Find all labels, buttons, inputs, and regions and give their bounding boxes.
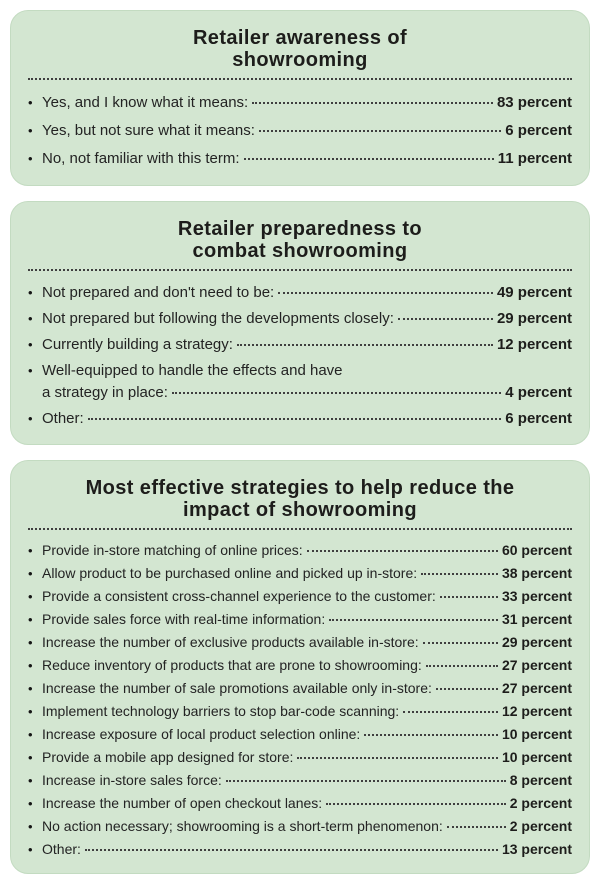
stat-list-awareness	[28, 89, 572, 173]
item-label: Reduce inventory of products that are prone to showrooming:	[42, 657, 422, 673]
item-value: 13 percent	[501, 841, 572, 857]
item-label: Increase the number of sale promotions available only in-store:	[42, 680, 432, 696]
bullet-icon: •	[28, 363, 33, 378]
item-label: No action necessary; showrooming is a short-term phenomenon:	[42, 818, 443, 834]
item-value: 6 percent	[505, 410, 572, 427]
item-value: 29 percent	[496, 310, 572, 327]
list-item	[28, 280, 572, 306]
item-value: 12 percent	[496, 336, 572, 353]
dot-leader	[297, 757, 498, 759]
stat-list-preparedness	[28, 280, 572, 432]
dot-leader	[172, 392, 501, 394]
item-label: Provide sales force with real-time information:	[42, 611, 326, 627]
dot-leader	[423, 642, 498, 644]
dot-leader	[398, 318, 493, 320]
list-item	[28, 608, 572, 631]
item-label: Increase the number of open checkout lanes:	[42, 795, 323, 811]
item-value: 6 percent	[505, 122, 572, 139]
dot-leader	[364, 734, 498, 736]
list-item	[28, 145, 572, 173]
list-item	[28, 406, 572, 432]
list-item	[28, 332, 572, 358]
list-item	[28, 838, 572, 861]
bullet-icon: •	[28, 543, 33, 558]
item-label: Other:	[42, 841, 81, 857]
item-value: 10 percent	[501, 726, 572, 742]
item-value: 33 percent	[501, 588, 572, 604]
stat-list-strategies	[28, 539, 572, 861]
dotted-divider	[28, 528, 572, 530]
bullet-icon: •	[28, 727, 33, 742]
item-label: Other:	[42, 410, 84, 427]
item-value: 38 percent	[501, 565, 572, 581]
list-item	[28, 117, 572, 145]
item-value: 2 percent	[509, 795, 572, 811]
bullet-icon: •	[28, 411, 33, 426]
dot-leader	[244, 158, 494, 160]
panel-title-line2: impact of showrooming	[183, 499, 417, 521]
item-label: Provide a consistent cross-channel experience to the customer:	[42, 588, 436, 604]
item-value: 12 percent	[501, 703, 572, 719]
list-item	[28, 585, 572, 608]
panel-title-line2: combat showrooming	[192, 240, 408, 262]
item-value: 11 percent	[497, 150, 572, 167]
item-label: Provide a mobile app designed for store:	[42, 749, 294, 765]
bullet-icon: •	[28, 311, 33, 326]
list-item	[28, 562, 572, 585]
dot-leader	[307, 550, 498, 552]
dot-leader	[403, 711, 498, 713]
bullet-icon: •	[28, 842, 33, 857]
panel-retailer-awareness	[10, 10, 590, 186]
item-label: Yes, and I know what it means:	[42, 94, 249, 111]
dot-leader	[426, 665, 498, 667]
item-label: Not prepared but following the developments closely:	[42, 310, 394, 327]
bullet-icon: •	[28, 285, 33, 300]
bullet-icon: •	[28, 566, 33, 581]
dot-leader	[237, 344, 493, 346]
item-value: 83 percent	[496, 94, 572, 111]
list-item	[28, 792, 572, 815]
item-value: 31 percent	[501, 611, 572, 627]
item-label: Not prepared and don't need to be:	[42, 284, 275, 301]
panel-title	[28, 218, 572, 262]
bullet-icon: •	[28, 704, 33, 719]
item-label: Increase in-store sales force:	[42, 772, 222, 788]
bullet-icon: •	[28, 151, 33, 166]
dot-leader	[447, 826, 506, 828]
dot-leader	[436, 688, 498, 690]
dotted-divider	[28, 78, 572, 80]
dot-leader	[226, 780, 506, 782]
item-label: No, not familiar with this term:	[42, 150, 240, 167]
item-label: Increase exposure of local product selection online:	[42, 726, 361, 742]
dot-leader	[259, 130, 501, 132]
panel-title-line2: showrooming	[232, 49, 368, 71]
panel-title-line1: Retailer preparedness to	[177, 218, 423, 240]
dotted-divider	[28, 269, 572, 271]
dot-leader	[329, 619, 498, 621]
dot-leader	[440, 596, 498, 598]
list-item	[28, 700, 572, 723]
list-item	[28, 654, 572, 677]
dot-leader	[421, 573, 498, 575]
item-label: Currently building a strategy:	[42, 336, 233, 353]
bullet-icon: •	[28, 635, 33, 650]
list-item	[28, 723, 572, 746]
bullet-icon: •	[28, 612, 33, 627]
dot-leader	[326, 803, 506, 805]
bullet-icon: •	[28, 337, 33, 352]
item-label: Well-equipped to handle the effects and have	[42, 362, 343, 379]
item-value: 27 percent	[501, 680, 572, 696]
list-item	[28, 677, 572, 700]
item-value: 4 percent	[505, 384, 572, 401]
item-label: Yes, but not sure what it means:	[42, 122, 255, 139]
item-label: Implement technology barriers to stop bar-code scanning:	[42, 703, 400, 719]
item-value: 60 percent	[501, 542, 572, 558]
bullet-icon: •	[28, 773, 33, 788]
item-value: 27 percent	[501, 657, 572, 673]
list-item	[28, 539, 572, 562]
bullet-icon: •	[28, 123, 33, 138]
list-item	[28, 769, 572, 792]
bullet-icon: •	[28, 658, 33, 673]
item-label: a strategy in place:	[42, 384, 168, 401]
item-value: 29 percent	[501, 634, 572, 650]
list-item	[28, 631, 572, 654]
item-label: Provide in-store matching of online prices:	[42, 542, 303, 558]
panel-title	[28, 477, 572, 521]
bullet-icon: •	[28, 750, 33, 765]
item-value: 8 percent	[509, 772, 572, 788]
list-item	[28, 306, 572, 332]
bullet-icon: •	[28, 589, 33, 604]
dot-leader	[88, 418, 502, 420]
list-item	[28, 384, 572, 406]
bullet-icon: •	[28, 796, 33, 811]
list-item	[28, 89, 572, 117]
panel-title	[28, 27, 572, 71]
panel-title-line1: Most effective strategies to help reduce the	[85, 477, 515, 499]
panel-retailer-preparedness	[10, 201, 590, 445]
item-label: Increase the number of exclusive products available in-store:	[42, 634, 419, 650]
bullet-icon: •	[28, 819, 33, 834]
panel-effective-strategies	[10, 460, 590, 874]
bullet-icon: •	[28, 95, 33, 110]
item-value: 10 percent	[501, 749, 572, 765]
item-label: Allow product to be purchased online and picked up in-store:	[42, 565, 418, 581]
panel-title-line1: Retailer awareness of	[192, 27, 408, 49]
dot-leader	[85, 849, 498, 851]
item-value: 2 percent	[509, 818, 572, 834]
dot-leader	[252, 102, 493, 104]
item-value: 49 percent	[496, 284, 572, 301]
list-item	[28, 746, 572, 769]
dot-leader	[278, 292, 493, 294]
bullet-icon: •	[28, 681, 33, 696]
list-item	[28, 815, 572, 838]
list-item	[28, 358, 572, 384]
